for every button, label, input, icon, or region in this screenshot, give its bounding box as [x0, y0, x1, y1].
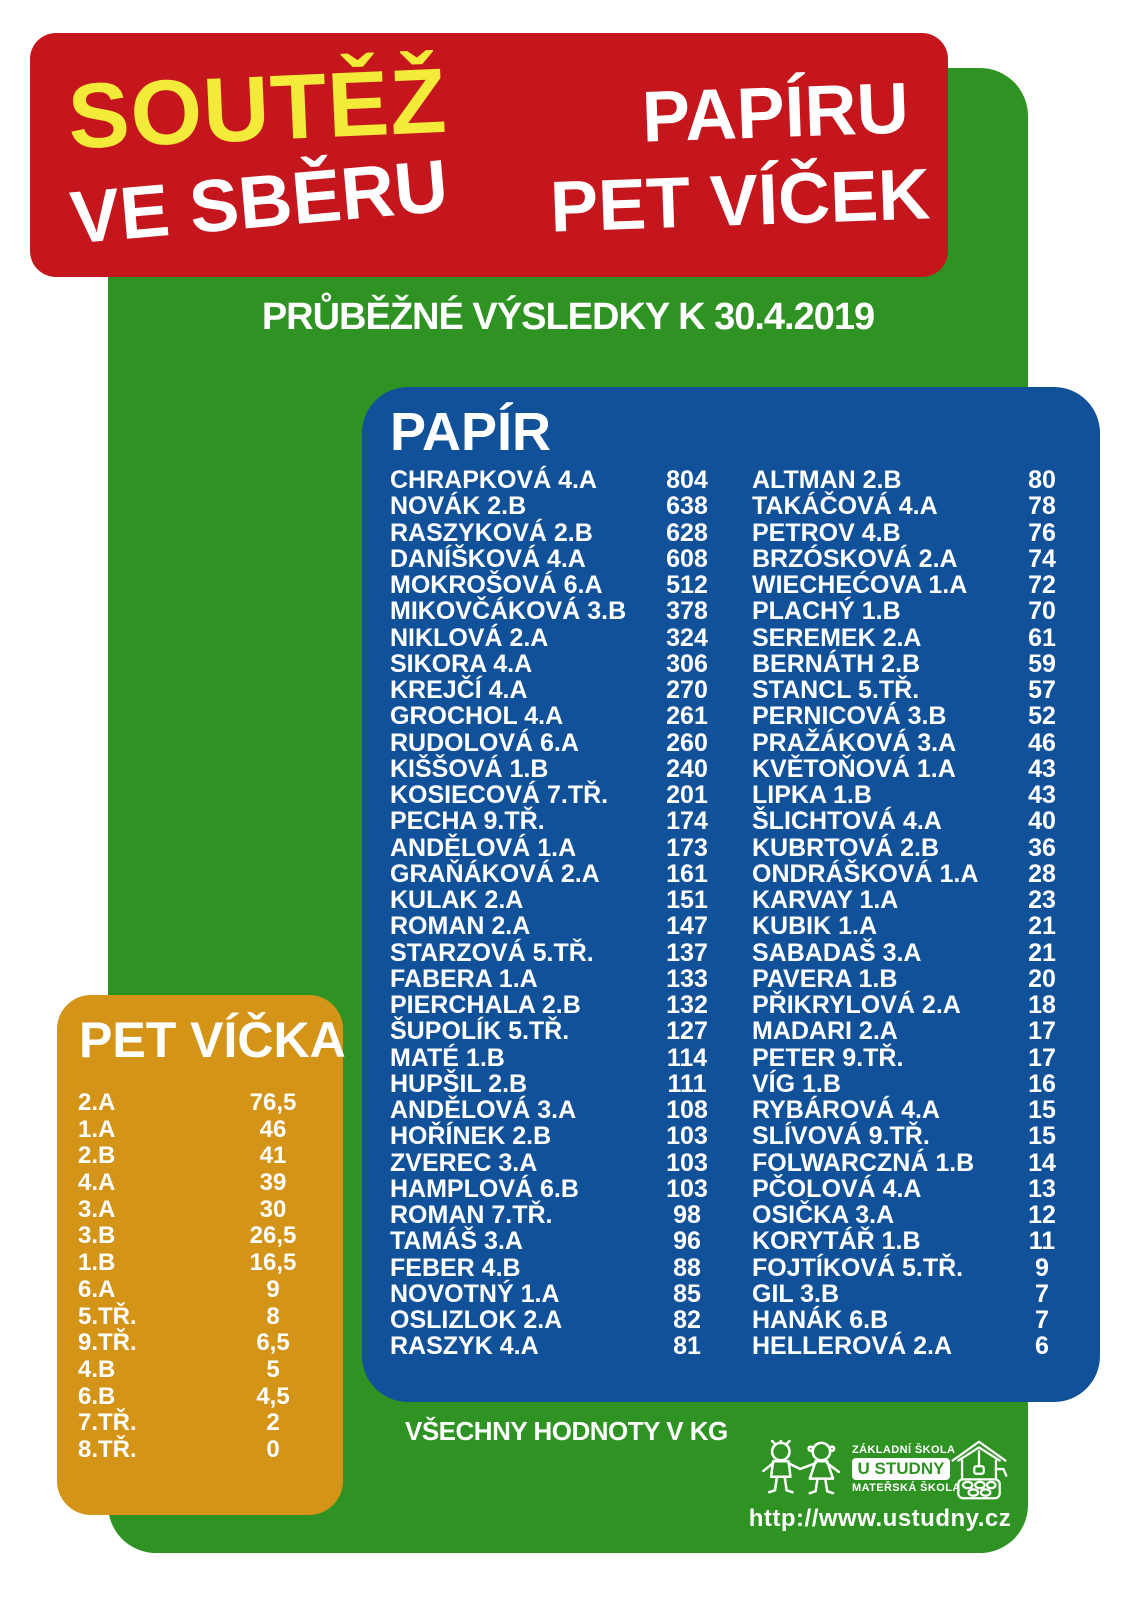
pet-caps-list [78, 1090, 340, 1464]
caps-row [78, 1330, 340, 1357]
kg-value: 18 [1028, 991, 1056, 1019]
paper-row [390, 835, 740, 861]
paper-row [752, 992, 1092, 1018]
student-name: NIKLOVÁ 2.A [390, 623, 549, 652]
student-name: FEBER 4.B [390, 1253, 521, 1282]
paper-row [752, 756, 1092, 782]
kg-value: 306 [666, 649, 708, 678]
kg-value: 133 [666, 964, 708, 993]
kg-value: 82 [673, 1306, 701, 1334]
student-name: ZVEREC 3.A [390, 1148, 538, 1177]
kg-value: 46 [259, 1115, 287, 1143]
student-name: ROMAN 7.TŘ. [390, 1201, 553, 1229]
kg-value: 17 [1028, 1017, 1056, 1046]
paper-row [752, 651, 1092, 677]
kg-value: 40 [1028, 807, 1056, 836]
kg-value: 30 [259, 1195, 287, 1223]
student-name: BRZÓSKOVÁ 2.A [752, 544, 958, 573]
paper-panel-title: PAPÍR [390, 402, 552, 462]
paper-row [390, 808, 740, 834]
kg-value: 26,5 [249, 1222, 297, 1250]
kg-value: 240 [666, 754, 708, 783]
kg-value: 23 [1028, 886, 1056, 914]
kg-value: 21 [1028, 912, 1056, 941]
paper-row [390, 1281, 740, 1307]
paper-row [390, 520, 740, 546]
children-icon [761, 1440, 847, 1498]
kg-value: 21 [1028, 938, 1056, 967]
paper-row [752, 467, 1092, 493]
student-name: PERNICOVÁ 3.B [752, 702, 947, 731]
student-name: PČOLOVÁ 4.A [752, 1174, 922, 1203]
kg-value: 16 [1028, 1069, 1056, 1098]
student-name: PŘIKRYLOVÁ 2.A [752, 991, 961, 1019]
paper-row [390, 598, 740, 624]
student-name: SIKORA 4.A [390, 649, 533, 678]
paper-row [390, 1150, 740, 1176]
caps-row [78, 1223, 340, 1250]
caps-row [78, 1437, 340, 1464]
school-url: http://www.ustudny.cz [748, 1505, 1012, 1532]
banner-word-soutez: SOUTĚŽ [65, 49, 450, 169]
student-name: OSIČKA 3.A [752, 1201, 895, 1229]
paper-row [752, 1176, 1092, 1202]
kg-value: 76 [1028, 518, 1056, 547]
kg-value: 804 [666, 466, 708, 494]
student-name: FOLWARCZNÁ 1.B [752, 1148, 975, 1177]
paper-row [390, 1018, 740, 1044]
student-name: CHRAPKOVÁ 4.A [390, 466, 597, 494]
student-name: GROCHOL 4.A [390, 702, 564, 731]
paper-row [390, 1307, 740, 1333]
paper-row [390, 546, 740, 572]
student-name: PAVERA 1.B [752, 964, 898, 993]
kg-value: 46 [1028, 728, 1056, 757]
student-name: FABERA 1.A [390, 964, 538, 993]
paper-row [390, 992, 740, 1018]
student-name: HANÁK 6.B [752, 1306, 889, 1334]
kg-value: 103 [666, 1174, 708, 1203]
student-name: STARZOVÁ 5.TŘ. [390, 938, 594, 967]
banner-word-ve-sberu: VE SBĚRU [67, 143, 452, 260]
caps-row [78, 1277, 340, 1304]
paper-row [752, 572, 1092, 598]
caps-row [78, 1170, 340, 1197]
class-name: 6.A [78, 1275, 116, 1303]
kg-value: 378 [666, 597, 708, 626]
kg-value: 20 [1028, 964, 1056, 993]
caps-row [78, 1117, 340, 1144]
class-name: 7.TŘ. [78, 1409, 137, 1437]
paper-row [390, 651, 740, 677]
student-name: KVĚTOŇOVÁ 1.A [752, 754, 956, 783]
student-name: ŠLICHTOVÁ 4.A [752, 807, 942, 836]
paper-row [390, 1228, 740, 1254]
kg-value: 103 [666, 1148, 708, 1177]
paper-row [752, 1281, 1092, 1307]
class-name: 4.A [78, 1169, 116, 1197]
paper-row [390, 887, 740, 913]
kg-value: 628 [666, 518, 708, 547]
student-name: ŠUPOLÍK 5.TŘ. [390, 1017, 570, 1046]
student-name: TAKÁČOVÁ 4.A [752, 492, 938, 521]
paper-row [390, 1202, 740, 1228]
student-name: LIPKA 1.B [752, 781, 872, 809]
student-name: RASZYKOVÁ 2.B [390, 518, 593, 547]
student-name: BERNÁTH 2.B [752, 649, 921, 678]
class-name: 1.A [78, 1115, 116, 1143]
caps-row [78, 1357, 340, 1384]
paper-row [390, 1071, 740, 1097]
student-name: RUDOLOVÁ 6.A [390, 728, 579, 757]
paper-list-right [752, 467, 1092, 1360]
paper-row [390, 913, 740, 939]
paper-row [752, 520, 1092, 546]
paper-row [390, 703, 740, 729]
class-name: 5.TŘ. [78, 1302, 137, 1330]
kg-value: 638 [666, 492, 708, 521]
kg-value: 2 [266, 1409, 280, 1437]
paper-row [752, 940, 1092, 966]
kg-value: 324 [666, 623, 708, 652]
logo-line-zakladni-skola: ZÁKLADNÍ ŠKOLA [852, 1444, 956, 1456]
paper-row [390, 572, 740, 598]
kg-value: 137 [666, 938, 708, 967]
kg-value: 5 [266, 1355, 280, 1383]
kg-value: 7 [1035, 1306, 1049, 1334]
paper-row [390, 1045, 740, 1071]
student-name: HAMPLOVÁ 6.B [390, 1174, 579, 1203]
student-name: FOJTÍKOVÁ 5.TŘ. [752, 1253, 964, 1282]
kg-value: 59 [1028, 649, 1056, 678]
paper-row [390, 1255, 740, 1281]
student-name: SEREMEK 2.A [752, 623, 922, 652]
paper-row [752, 835, 1092, 861]
class-name: 4.B [78, 1355, 116, 1383]
paper-row [390, 966, 740, 992]
kg-value: 147 [666, 912, 708, 941]
kg-value: 15 [1028, 1096, 1056, 1124]
kg-value: 12 [1028, 1201, 1056, 1229]
student-name: ONDRÁŠKOVÁ 1.A [752, 859, 979, 888]
kg-value: 16,5 [249, 1249, 297, 1277]
paper-row [752, 913, 1092, 939]
paper-row [752, 1097, 1092, 1123]
student-name: PETER 9.TŘ. [752, 1043, 904, 1072]
kg-value: 201 [666, 781, 708, 809]
paper-row [390, 467, 740, 493]
pet-caps-panel-title: PET VÍČKA [79, 1012, 346, 1068]
kg-value: 61 [1028, 623, 1056, 652]
kg-value: 132 [666, 991, 708, 1019]
student-name: MIKOVČÁKOVÁ 3.B [390, 597, 627, 626]
kg-value: 52 [1028, 702, 1056, 731]
kg-value: 17 [1028, 1043, 1056, 1072]
paper-row [752, 1150, 1092, 1176]
kg-value: 41 [259, 1142, 287, 1170]
student-name: ANDĚLOVÁ 1.A [390, 833, 577, 862]
paper-row [752, 1333, 1092, 1359]
paper-row [752, 1202, 1092, 1228]
kg-value: 9 [266, 1275, 280, 1303]
paper-row [752, 861, 1092, 887]
student-name: KUBIK 1.A [752, 912, 878, 941]
kg-value: 608 [666, 544, 708, 573]
logo-badge-u-studny: U STUDNY [852, 1458, 950, 1480]
kg-value: 15 [1028, 1122, 1056, 1151]
paper-row [390, 756, 740, 782]
paper-results-panel [362, 387, 1100, 1402]
logo-line-materska-skola: MATEŘSKÁ ŠKOLA [852, 1482, 961, 1494]
student-name: SLÍVOVÁ 9.TŘ. [752, 1122, 930, 1151]
kg-value: 43 [1028, 754, 1056, 783]
paper-row [390, 1123, 740, 1149]
student-name: RYBÁROVÁ 4.A [752, 1096, 940, 1124]
kg-value: 36 [1028, 833, 1056, 862]
paper-row [390, 677, 740, 703]
kg-value: 14 [1028, 1148, 1056, 1177]
student-name: PLACHÝ 1.B [752, 597, 901, 626]
paper-row [390, 493, 740, 519]
class-name: 2.A [78, 1089, 116, 1116]
kg-value: 9 [1035, 1253, 1049, 1282]
student-name: KORYTÁŘ 1.B [752, 1227, 921, 1256]
paper-row [752, 703, 1092, 729]
paper-row [752, 887, 1092, 913]
class-name: 8.TŘ. [78, 1435, 137, 1463]
kg-value: 88 [673, 1253, 701, 1282]
kg-value: 512 [666, 571, 708, 599]
student-name: OSLIZLOK 2.A [390, 1306, 563, 1334]
class-name: 6.B [78, 1382, 116, 1410]
student-name: GIL 3.B [752, 1279, 840, 1308]
student-name: KIŠŠOVÁ 1.B [390, 754, 549, 783]
kg-value: 0 [266, 1435, 280, 1463]
kg-value: 81 [673, 1332, 701, 1361]
kg-value: 39 [259, 1169, 287, 1197]
kg-value: 108 [666, 1096, 708, 1124]
school-logo-text [852, 1444, 961, 1494]
well-icon [948, 1438, 1010, 1502]
student-name: VÍG 1.B [752, 1069, 841, 1098]
units-note: VŠECHNY HODNOTY V KG [405, 1416, 728, 1446]
kg-value: 11 [1028, 1227, 1056, 1256]
class-name: 3.B [78, 1222, 116, 1250]
subtitle-results-date: PRŮBĚŽNÉ VÝSLEDKY K 30.4.2019 [261, 296, 875, 338]
kg-value: 4,5 [256, 1382, 290, 1410]
kg-value: 260 [666, 728, 708, 757]
kg-value: 80 [1028, 466, 1056, 494]
kg-value: 13 [1028, 1174, 1056, 1203]
student-name: WIECHEĆOVA 1.A [752, 571, 968, 599]
caps-row [78, 1250, 340, 1277]
kg-value: 151 [666, 886, 708, 914]
paper-row [752, 1045, 1092, 1071]
paper-list-left [390, 467, 740, 1360]
paper-row [752, 677, 1092, 703]
paper-row [390, 782, 740, 808]
student-name: MATÉ 1.B [390, 1043, 505, 1072]
paper-row [752, 1307, 1092, 1333]
kg-value: 57 [1028, 676, 1056, 704]
kg-value: 111 [667, 1069, 707, 1098]
kg-value: 270 [666, 676, 708, 704]
paper-row [752, 1123, 1092, 1149]
caps-row [78, 1384, 340, 1411]
kg-value: 72 [1028, 571, 1056, 599]
paper-row [390, 861, 740, 887]
kg-value: 8 [266, 1302, 280, 1330]
kg-value: 261 [666, 702, 708, 731]
kg-value: 161 [666, 859, 708, 888]
kg-value: 174 [666, 807, 708, 836]
paper-row [752, 493, 1092, 519]
paper-row [390, 1333, 740, 1359]
paper-row [752, 546, 1092, 572]
kg-value: 114 [666, 1043, 708, 1072]
kg-value: 70 [1028, 597, 1056, 626]
paper-row [752, 1071, 1092, 1097]
class-name: 2.B [78, 1142, 116, 1170]
student-name: KARVAY 1.A [752, 886, 899, 914]
student-name: KUBRTOVÁ 2.B [752, 833, 940, 862]
title-banner [30, 33, 948, 277]
kg-value: 127 [666, 1017, 708, 1046]
paper-row [752, 966, 1092, 992]
kg-value: 85 [673, 1279, 701, 1308]
paper-row [752, 598, 1092, 624]
kg-value: 6 [1035, 1332, 1049, 1361]
paper-row [390, 1176, 740, 1202]
student-name: GRAŇÁKOVÁ 2.A [390, 859, 600, 888]
caps-row [78, 1304, 340, 1331]
kg-value: 103 [666, 1122, 708, 1151]
kg-value: 7 [1035, 1279, 1049, 1308]
kg-value: 173 [666, 833, 708, 862]
student-name: PECHA 9.TŘ. [390, 807, 545, 836]
paper-row [752, 625, 1092, 651]
student-name: RASZYK 4.A [390, 1332, 539, 1361]
student-name: NOVÁK 2.B [390, 492, 527, 521]
kg-value: 98 [673, 1201, 701, 1229]
class-name: 9.TŘ. [78, 1329, 137, 1357]
student-name: KREJČÍ 4.A [390, 676, 528, 704]
banner-word-pet-vicek: PET VÍČEK [548, 154, 932, 248]
student-name: HOŘÍNEK 2.B [390, 1122, 552, 1151]
kg-value: 43 [1028, 781, 1056, 809]
paper-row [390, 730, 740, 756]
student-name: MADARI 2.A [752, 1017, 898, 1046]
paper-row [390, 625, 740, 651]
kg-value: 76,5 [249, 1089, 297, 1116]
caps-row [78, 1410, 340, 1437]
student-name: TAMÁŠ 3.A [390, 1227, 523, 1256]
student-name: SABADAŠ 3.A [752, 938, 922, 967]
student-name: HELLEROVÁ 2.A [752, 1332, 953, 1361]
paper-row [752, 1228, 1092, 1254]
student-name: NOVOTNÝ 1.A [390, 1279, 560, 1308]
caps-row [78, 1090, 340, 1117]
student-name: KOSIECOVÁ 7.TŘ. [390, 781, 609, 809]
caps-row [78, 1143, 340, 1170]
paper-row [752, 730, 1092, 756]
caps-row [78, 1197, 340, 1224]
kg-value: 74 [1028, 544, 1056, 573]
student-name: PETROV 4.B [752, 518, 901, 547]
paper-row [752, 1018, 1092, 1044]
pet-caps-panel [57, 995, 346, 1515]
student-name: DANÍŠKOVÁ 4.A [390, 544, 586, 573]
kg-value: 6,5 [256, 1329, 290, 1357]
student-name: PRAŽÁKOVÁ 3.A [752, 728, 957, 757]
student-name: PIERCHALA 2.B [390, 991, 581, 1019]
paper-row [390, 1097, 740, 1123]
paper-row [752, 808, 1092, 834]
student-name: ANDĚLOVÁ 3.A [390, 1096, 577, 1124]
student-name: STANCL 5.TŘ. [752, 676, 920, 704]
class-name: 1.B [78, 1249, 116, 1277]
student-name: ALTMAN 2.B [752, 466, 902, 494]
kg-value: 28 [1028, 859, 1056, 888]
student-name: ROMAN 2.A [390, 912, 531, 941]
student-name: HUPŠIL 2.B [390, 1069, 528, 1098]
kg-value: 78 [1028, 492, 1056, 521]
paper-row [390, 940, 740, 966]
paper-row [752, 1255, 1092, 1281]
kg-value: 96 [673, 1227, 701, 1256]
student-name: KULAK 2.A [390, 886, 524, 914]
student-name: MOKROŠOVÁ 6.A [390, 571, 603, 599]
class-name: 3.A [78, 1195, 116, 1223]
banner-word-papiru: PAPÍRU [640, 68, 911, 158]
paper-row [752, 782, 1092, 808]
